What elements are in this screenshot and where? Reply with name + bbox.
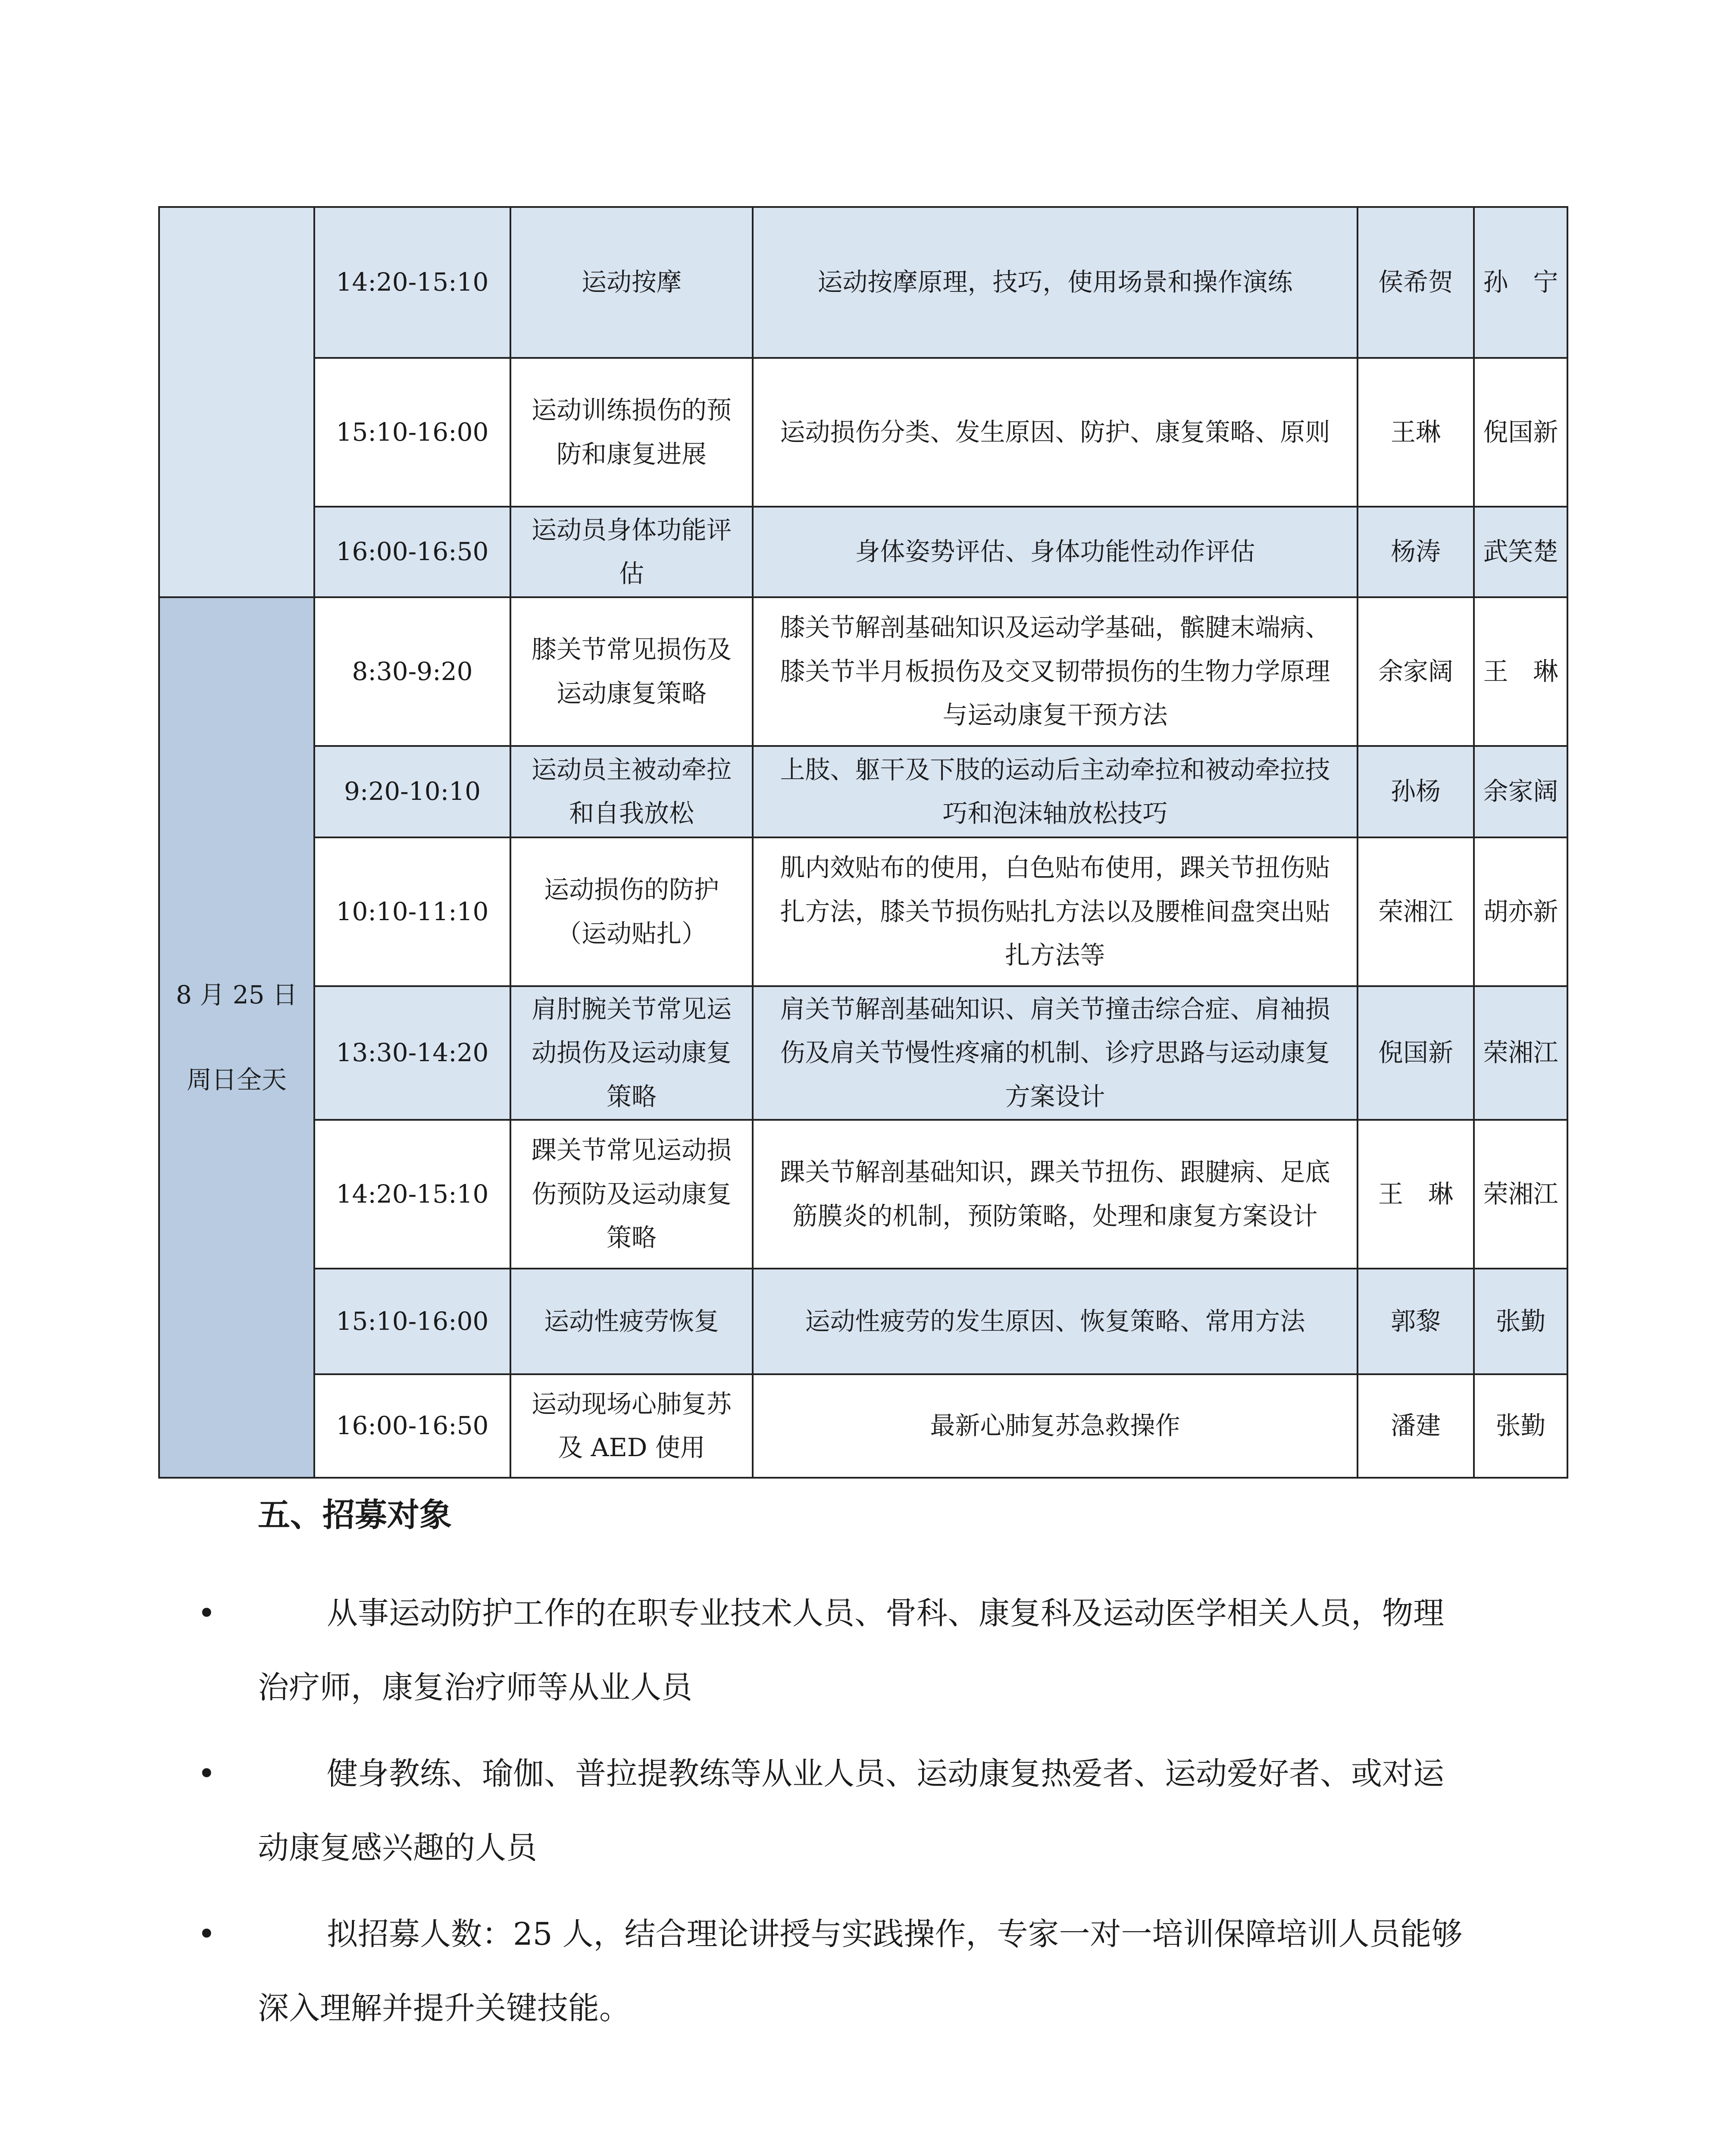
cell-topic: 运动损伤的防护（运动贴扎） (510, 837, 753, 986)
cell-content: 肩关节解剖基础知识、肩关节撞击综合症、肩袖损伤及肩关节慢性疼痛的机制、诊疗思路与运动康复方案设计 (753, 986, 1358, 1120)
cell-content: 身体姿势评估、身体功能性动作评估 (753, 507, 1358, 597)
cell-assistant: 王 琳 (1474, 597, 1567, 746)
table-row (159, 207, 1567, 358)
bullet-icon: • (197, 1916, 216, 1952)
cell-topic: 运动性疲劳恢复 (510, 1269, 753, 1374)
cell-time: 16:00-16:50 (314, 1374, 510, 1478)
cell-assistant: 倪国新 (1474, 358, 1567, 507)
table-row (159, 507, 1567, 597)
cell-time: 8:30-9:20 (314, 597, 510, 746)
cell-content: 上肢、躯干及下肢的运动后主动牵拉和被动牵拉技巧和泡沫轴放松技巧 (753, 746, 1358, 837)
list-item (197, 1897, 1473, 2045)
table-row (159, 358, 1567, 507)
cell-content: 运动性疲劳的发生原因、恢复策略、常用方法 (753, 1269, 1358, 1374)
cell-topic: 运动按摩 (510, 207, 753, 358)
list-item-text: 拟招募人数：25 人，结合理论讲授与实践操作，专家一对一培训保障培训人员能够深入理解并提升关键技能。 (258, 1916, 1463, 2026)
table-row (159, 597, 1567, 746)
table-row (159, 1374, 1567, 1478)
cell-lecturer: 荣湘江 (1358, 837, 1474, 986)
cell-assistant: 张勤 (1474, 1269, 1567, 1374)
section-heading: 五、招募对象 (258, 1496, 452, 1534)
cell-time: 14:20-15:10 (314, 1120, 510, 1269)
cell-lecturer: 侯希贺 (1358, 207, 1474, 358)
cell-topic: 肩肘腕关节常见运动损伤及运动康复策略 (510, 986, 753, 1120)
table-row (159, 746, 1567, 837)
cell-content: 最新心肺复苏急救操作 (753, 1374, 1358, 1478)
cell-time: 14:20-15:10 (314, 207, 510, 358)
cell-lecturer: 孙杨 (1358, 746, 1474, 837)
cell-content: 运动按摩原理，技巧，使用场景和操作演练 (753, 207, 1358, 358)
list-item-text: 从事运动防护工作的在职专业技术人员、骨科、康复科及运动医学相关人员，物理治疗师，康复治疗师等从业人员 (258, 1595, 1445, 1705)
list-item (197, 1736, 1473, 1885)
cell-lecturer: 倪国新 (1358, 986, 1474, 1120)
cell-lecturer: 郭黎 (1358, 1269, 1474, 1374)
day-label: 8 月 25 日 周日全天 (175, 980, 297, 1094)
cell-time: 15:10-16:00 (314, 358, 510, 507)
day-cell (159, 207, 314, 597)
table-row (159, 837, 1567, 986)
cell-assistant: 胡亦新 (1474, 837, 1567, 986)
table-row (159, 986, 1567, 1120)
cell-lecturer: 王 琳 (1358, 1120, 1474, 1269)
cell-time: 16:00-16:50 (314, 507, 510, 597)
cell-topic: 踝关节常见运动损伤预防及运动康复策略 (510, 1120, 753, 1269)
cell-time: 13:30-14:20 (314, 986, 510, 1120)
cell-lecturer: 杨涛 (1358, 507, 1474, 597)
cell-topic: 运动训练损伤的预防和康复进展 (510, 358, 753, 507)
cell-assistant: 荣湘江 (1474, 1120, 1567, 1269)
cell-assistant: 张勤 (1474, 1374, 1567, 1478)
bullet-icon: • (197, 1595, 216, 1631)
cell-time: 10:10-11:10 (314, 837, 510, 986)
cell-content: 肌内效贴布的使用，白色贴布使用，踝关节扭伤贴扎方法，膝关节损伤贴扎方法以及腰椎间盘突出贴扎方法等 (753, 837, 1358, 986)
cell-content: 运动损伤分类、发生原因、防护、康复策略、原则 (753, 358, 1358, 507)
table-row (159, 1120, 1567, 1269)
schedule-table (158, 206, 1568, 1479)
cell-assistant: 武笑楚 (1474, 507, 1567, 597)
bullet-icon: • (197, 1755, 216, 1792)
cell-time: 15:10-16:00 (314, 1269, 510, 1374)
cell-content: 踝关节解剖基础知识，踝关节扭伤、跟腱病、足底筋膜炎的机制，预防策略，处理和康复方案设计 (753, 1120, 1358, 1269)
recruitment-list (197, 1576, 1473, 2057)
cell-topic: 膝关节常见损伤及运动康复策略 (510, 597, 753, 746)
cell-time: 9:20-10:10 (314, 746, 510, 837)
list-item (197, 1576, 1473, 1724)
table-row (159, 1269, 1567, 1374)
cell-assistant: 孙 宁 (1474, 207, 1567, 358)
cell-lecturer: 王琳 (1358, 358, 1474, 507)
cell-topic: 运动员身体功能评估 (510, 507, 753, 597)
cell-lecturer: 余家阔 (1358, 597, 1474, 746)
cell-assistant: 余家阔 (1474, 746, 1567, 837)
cell-content: 膝关节解剖基础知识及运动学基础，髌腱末端病、膝关节半月板损伤及交叉韧带损伤的生物力学原理与运动康复干预方法 (753, 597, 1358, 746)
list-item-text: 健身教练、瑜伽、普拉提教练等从业人员、运动康复热爱者、运动爱好者、或对运动康复感兴趣的人员 (258, 1755, 1445, 1866)
cell-lecturer: 潘建 (1358, 1374, 1474, 1478)
cell-topic: 运动员主被动牵拉和自我放松 (510, 746, 753, 837)
day-cell (159, 597, 314, 1478)
cell-topic: 运动现场心肺复苏及 AED 使用 (510, 1374, 753, 1478)
cell-assistant: 荣湘江 (1474, 986, 1567, 1120)
